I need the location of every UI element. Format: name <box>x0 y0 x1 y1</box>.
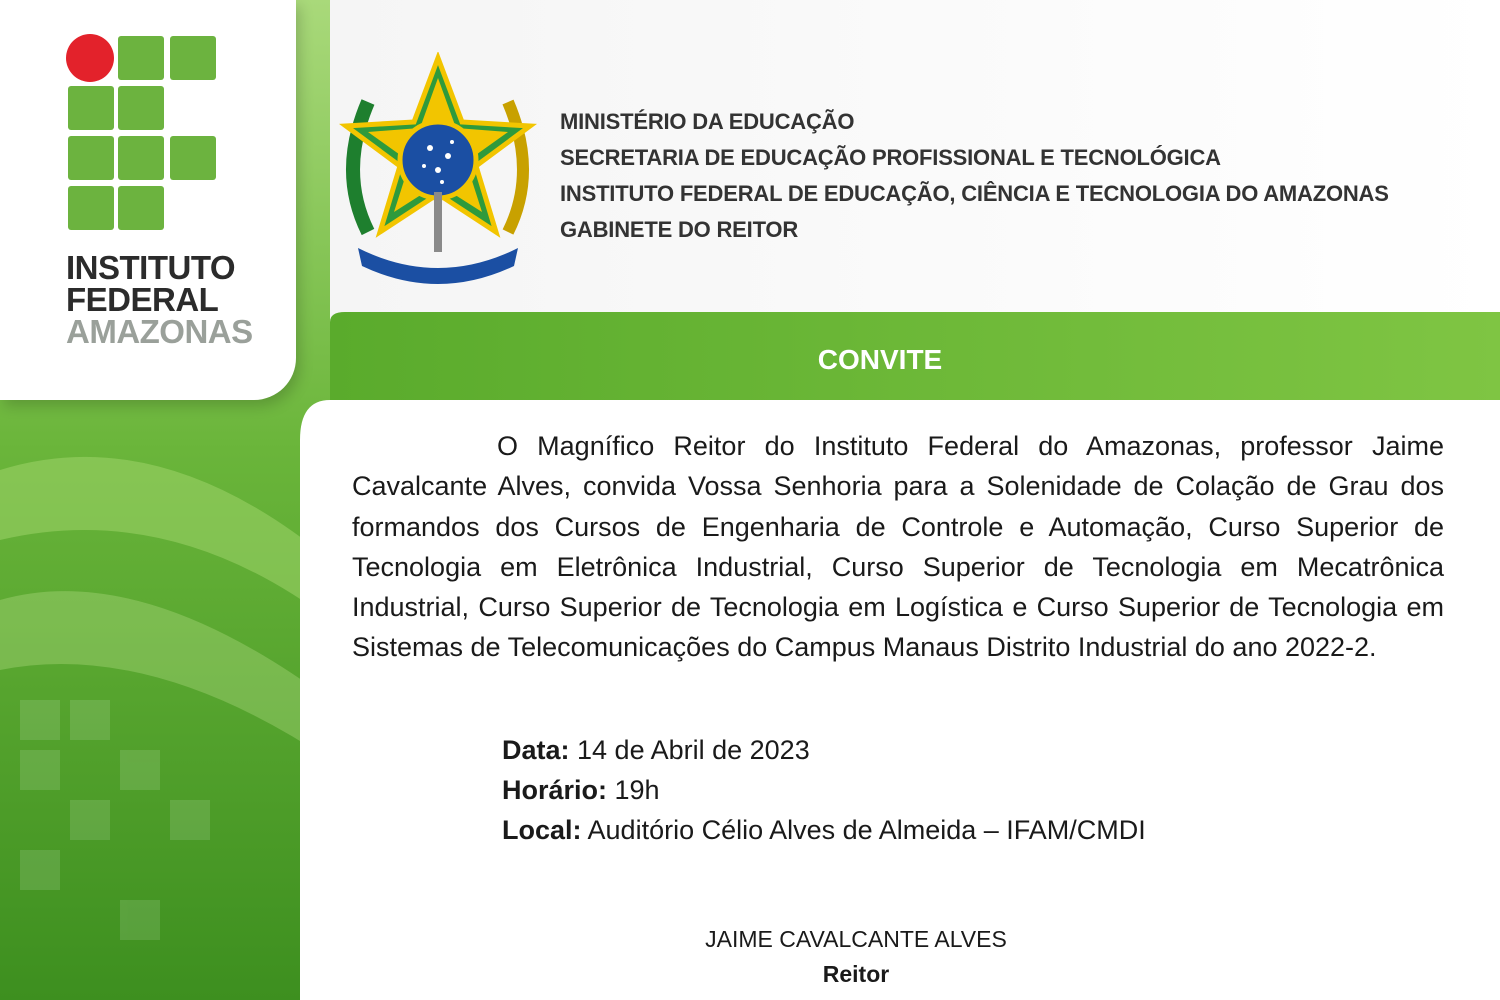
time-label: Horário: <box>502 775 608 805</box>
place-value: Auditório Célio Alves de Almeida – IFAM/CMDI <box>581 815 1146 845</box>
header-ministry-lines <box>560 104 1389 248</box>
header-line-ministerio: MINISTÉRIO DA EDUCAÇÃO <box>560 109 855 134</box>
institution-logo-card <box>0 0 296 400</box>
header-line-secretaria: SECRETARIA DE EDUCAÇÃO PROFISSIONAL E TECNOLÓGICA <box>560 145 1221 170</box>
date-label: Data: <box>502 735 570 765</box>
place-label: Local: <box>502 815 582 845</box>
signer-name: JAIME CAVALCANTE ALVES <box>705 926 1007 952</box>
signature-block <box>600 922 1112 992</box>
event-place-row <box>502 810 1146 850</box>
event-details <box>502 730 1146 850</box>
header-line-gabinete: GABINETE DO REITOR <box>560 217 799 242</box>
invitation-paragraph: O Magnífico Reitor do Instituto Federal do Amazonas, professor Jaime Cavalcante Alves, convida Vossa Senhoria para a Solenidade de Colação de Grau dos formandos dos Cursos de Engenharia de Controle e Automação, Curso Superior de Tecnologia em Eletrônica Industrial, Curso Superior de Tecnologia em Mecatrônica Industrial, Curso Superior de Tecnologia em Logística e Curso Superior de Tecnologia em Sistemas de Telecomunicações do Campus Manaus Distrito Industrial do ano 2022-2. <box>352 431 1444 663</box>
brazil-coat-of-arms-icon <box>338 52 538 288</box>
logo-line-amazonas: AMAZONAS <box>66 313 253 350</box>
if-logo-mark-icon <box>66 34 216 230</box>
signer-role: Reitor <box>822 961 890 987</box>
time-value: 19h <box>607 775 660 805</box>
logo-line-instituto: INSTITUTO <box>66 249 236 286</box>
date-value: 14 de Abril de 2023 <box>569 735 810 765</box>
institution-logo-text <box>66 249 253 350</box>
header-line-instituto: INSTITUTO FEDERAL DE EDUCAÇÃO, CIÊNCIA E TECNOLOGIA DO AMAZONAS <box>560 181 1389 206</box>
event-date-row <box>502 730 1146 770</box>
event-time-row <box>502 770 1146 810</box>
document-title: CONVITE <box>817 344 943 375</box>
logo-line-federal: FEDERAL <box>66 281 219 318</box>
